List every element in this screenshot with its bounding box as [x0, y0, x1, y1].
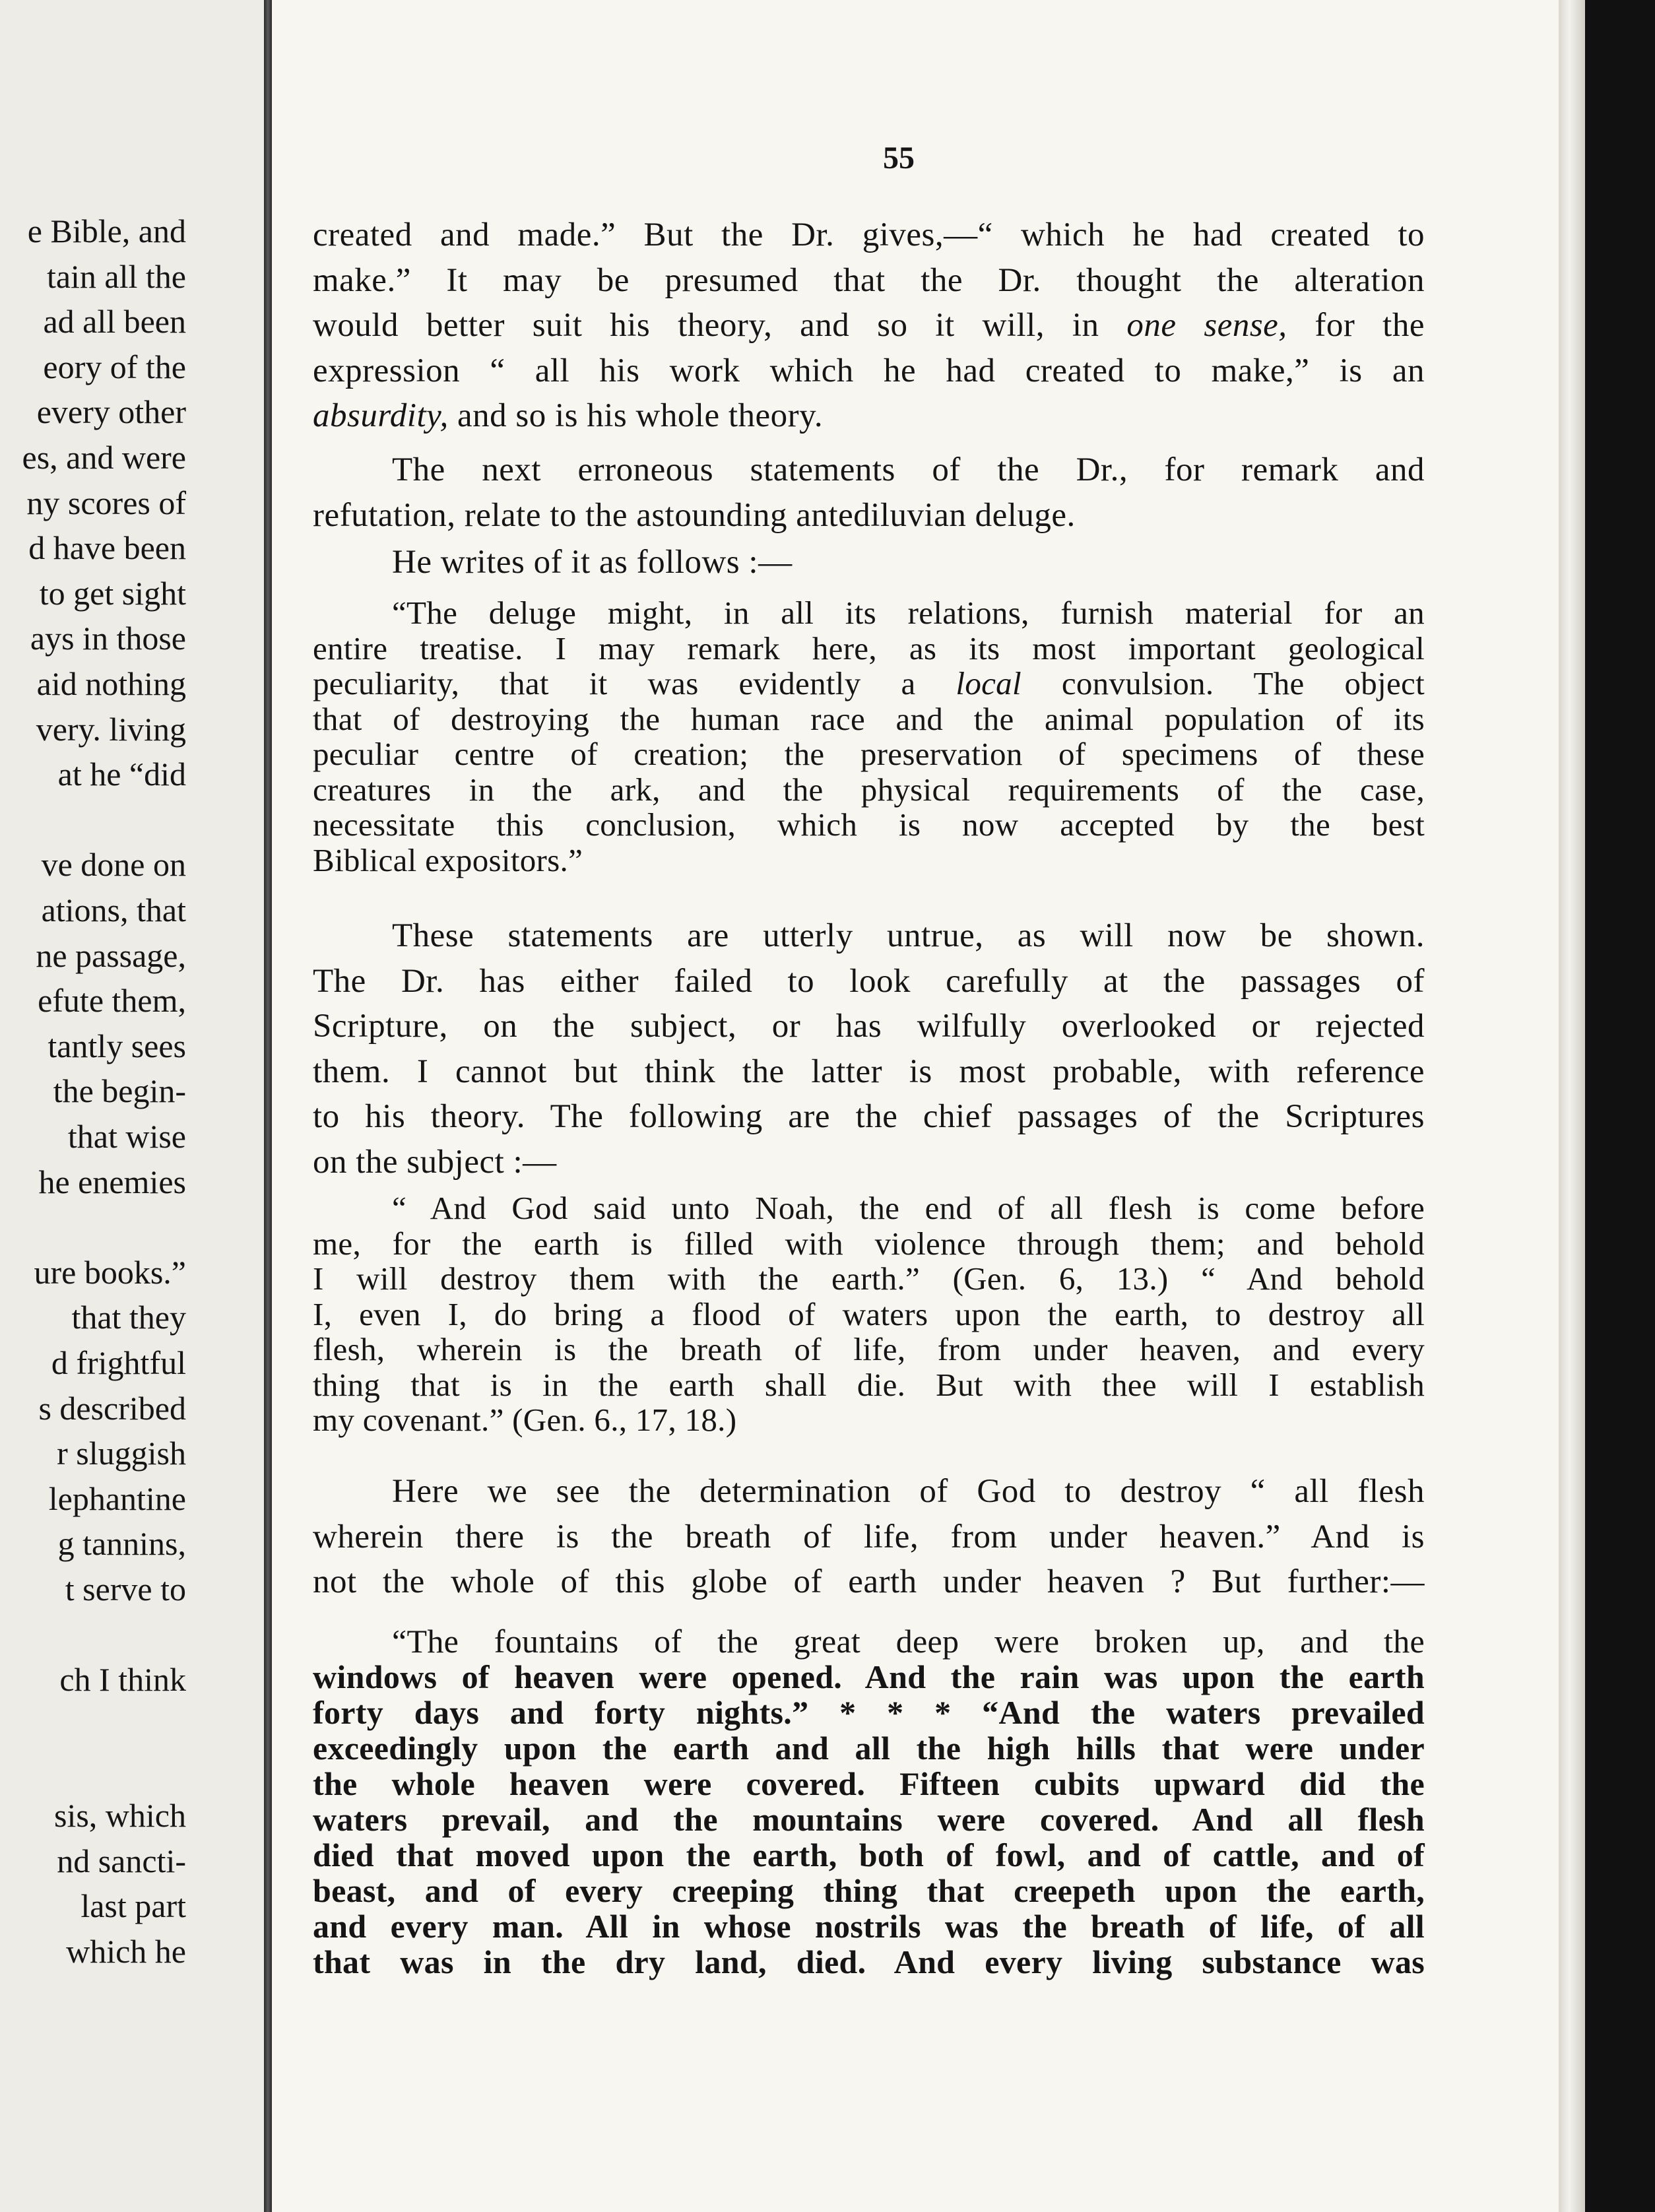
page-number: 55 — [883, 141, 915, 176]
text-line: not the whole of this globe of earth under heaven ? But further:— — [313, 1563, 1425, 1600]
text-line: “The deluge might, in all its relations, furnish material for an — [392, 595, 1425, 631]
text-line: necessitate this conclusion, which is now accepted by the best — [313, 806, 1425, 843]
text-line: that was in the dry land, died. And every living substance was — [313, 1943, 1425, 1980]
book-spine — [264, 0, 272, 2212]
text-line: thing that is in the earth shall die. But with thee will I establish — [313, 1366, 1425, 1403]
left-page-line: es, and were — [22, 439, 186, 476]
text-line: forty days and forty nights.” * * * “And the waters prevailed — [313, 1694, 1425, 1731]
text-line: on the subject :— — [313, 1143, 557, 1181]
text-line: refutation, relate to the astounding antediluvian deluge. — [313, 496, 1076, 534]
text-line: “The fountains of the great deep were broken up, and the — [392, 1623, 1425, 1660]
left-page-line: aid nothing — [36, 665, 186, 702]
text-line: wherein there is the breath of life, from under heaven.” And is — [313, 1518, 1425, 1555]
text-line: my covenant.” (Gen. 6., 17, 18.) — [313, 1402, 737, 1438]
left-page-line: tain all the — [46, 257, 186, 295]
text-line: windows of heaven were opened. And the rain was upon the earth — [313, 1658, 1425, 1695]
text-line: The next erroneous statements of the Dr., for remark and — [392, 451, 1425, 488]
text-line: would better suit his theory, and so it will, in one sense, for the — [313, 307, 1425, 344]
paragraph-erroneous-statements — [313, 447, 1425, 538]
text-line: flesh, wherein is the breath of life, from under heaven, and every — [313, 1331, 1425, 1367]
text-line: creatures in the ark, and the physical requirements of the case, — [313, 771, 1425, 808]
left-page-line: d have been — [28, 529, 186, 567]
text-line: and every man. All in whose nostrils was the breath of life, of all — [313, 1908, 1425, 1945]
quote-god-said-unto-noah — [313, 1190, 1425, 1438]
paragraph-dr-gives — [313, 212, 1425, 439]
text-line: that of destroying the human race and the animal population of its — [313, 700, 1425, 737]
left-page-line: at he “did — [57, 756, 186, 793]
left-page-line: that wise — [67, 1118, 186, 1155]
left-page-line: lephantine — [48, 1480, 186, 1517]
left-page-line: every other — [36, 393, 186, 431]
italic-one-sense: one sense, — [1126, 307, 1287, 344]
left-page-line: s described — [38, 1389, 186, 1427]
text-line: me, for the earth is filled with violence through them; and behold — [313, 1225, 1425, 1262]
left-page-line: g tannins, — [57, 1525, 186, 1563]
quote-deluge — [313, 595, 1425, 878]
left-page-line: e Bible, and — [27, 212, 186, 249]
text-line: peculiar centre of creation; the preservation of specimens of these — [313, 736, 1425, 772]
text-line: to his theory. The following are the chief passages of the Scriptures — [313, 1098, 1425, 1135]
text-line: Here we see the determination of God to destroy “ all flesh — [392, 1473, 1425, 1510]
text-line: He writes of it as follows :— — [392, 544, 793, 581]
italic-local: local — [956, 665, 1022, 701]
left-page-line: the begin- — [53, 1072, 186, 1110]
left-page-line: eory of the — [43, 348, 186, 385]
text-line: peculiarity, that it was evidently a local convulsion. The object — [313, 665, 1425, 701]
left-page-line: efute them, — [38, 982, 186, 1020]
left-page-line: ve done on — [41, 846, 186, 884]
left-page-line: nd sancti- — [57, 1842, 186, 1879]
text-line: I will destroy them with the earth.” (Gen. 6, 13.) “ And behold — [313, 1260, 1425, 1297]
paragraph-determination — [313, 1469, 1425, 1605]
left-page-line: he enemies — [38, 1163, 186, 1200]
text-line: them. I cannot but think the latter is most probable, with reference — [313, 1053, 1425, 1090]
text-line: absurdity, and so is his whole theory. — [313, 397, 824, 434]
left-page-fragment — [0, 0, 264, 2212]
text-line: “ And God said unto Noah, the end of all flesh is come before — [392, 1190, 1425, 1226]
left-page-line: tantly sees — [48, 1027, 186, 1064]
left-page-line: sis, which — [54, 1797, 186, 1834]
right-page — [272, 0, 1559, 2212]
text-line: waters prevail, and the mountains were covered. And all flesh — [313, 1801, 1425, 1838]
text-line: exceedingly upon the earth and all the high hills that were under — [313, 1730, 1425, 1767]
left-page-line: to get sight — [39, 574, 186, 612]
text-line: expression “ all his work which he had created to make,” is an — [313, 352, 1425, 389]
text-line: These statements are utterly untrue, as will now be shown. — [392, 917, 1425, 954]
left-page-line: ny scores of — [26, 484, 186, 521]
text-line: created and made.” But the Dr. gives,—“ which he had created to — [313, 216, 1425, 253]
left-page-line: r sluggish — [57, 1435, 186, 1472]
left-page-line: which he — [66, 1932, 186, 1970]
text-line: I, even I, do bring a flood of waters upon the earth, to destroy all — [313, 1295, 1425, 1332]
left-page-line: that they — [71, 1299, 186, 1336]
paragraph-writes-as-follows — [313, 540, 1425, 585]
text-line: entire treatise. I may remark here, as its most important geological — [313, 630, 1425, 667]
left-page-line: ays in those — [30, 620, 186, 657]
text-line: the whole heaven were covered. Fifteen cubits upward did the — [313, 1765, 1425, 1802]
left-page-line: t serve to — [65, 1571, 186, 1608]
text-line: make.” It may be presumed that the Dr. thought the alteration — [313, 261, 1425, 299]
left-page-line: ure books.” — [34, 1253, 186, 1291]
left-page-line: ad all been — [43, 303, 186, 341]
left-page-line: last part — [81, 1887, 186, 1925]
text-line: beast, and of every creeping thing that creepeth upon the earth, — [313, 1872, 1425, 1909]
left-page-line: ch I think — [59, 1661, 186, 1699]
italic-absurdity: absurdity, — [313, 397, 449, 434]
left-page-line: very. living — [36, 710, 186, 748]
quote-fountains-of-deep — [313, 1623, 1425, 1980]
paragraph-utterly-untrue — [313, 913, 1425, 1185]
left-page-line: ations, that — [41, 892, 186, 928]
left-page-line: ne passage, — [36, 936, 186, 974]
text-line: Biblical expositors.” — [313, 841, 583, 878]
text-line: The Dr. has either failed to look carefully at the passages of — [313, 962, 1425, 1000]
text-line: Scripture, on the subject, or has wilfully overlooked or rejected — [313, 1008, 1425, 1045]
text-line: died that moved upon the earth, both of fowl, and of cattle, and of — [313, 1837, 1425, 1873]
page-edge — [1559, 0, 1585, 2212]
left-page-line: d frightful — [51, 1344, 186, 1381]
